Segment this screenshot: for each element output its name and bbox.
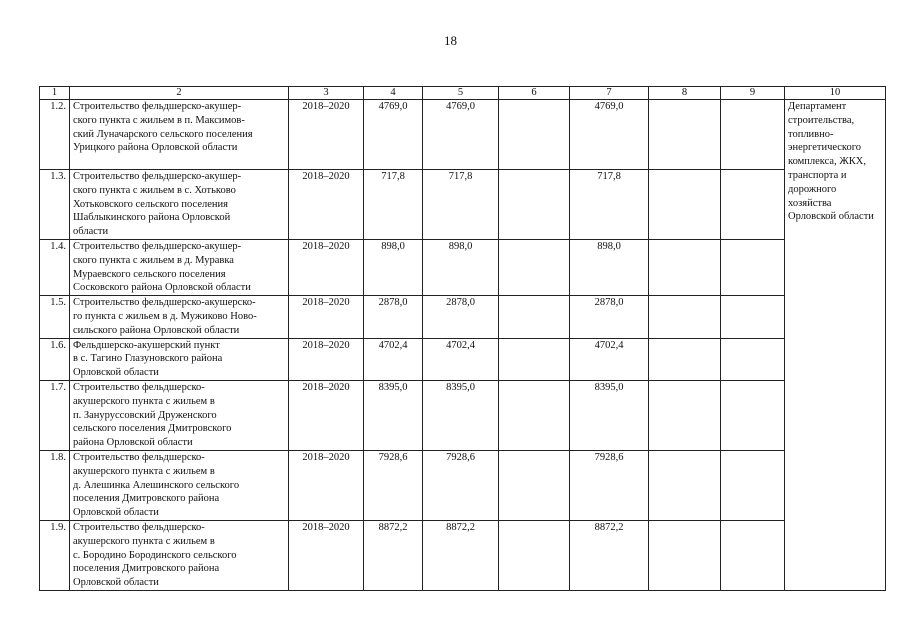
object-name-line: сельского поселения Дмитровского	[73, 423, 232, 435]
value-cell-8	[649, 338, 721, 380]
value-cell-6	[499, 380, 570, 450]
object-name-line: Хотьковского сельского поселения	[73, 198, 228, 210]
header-cell: 8	[649, 87, 721, 100]
object-name-line: п. Зануруссовский Друженского	[73, 409, 217, 421]
value-cell-8	[649, 239, 721, 295]
table-row	[40, 296, 886, 338]
total-cell: 717,8	[364, 170, 423, 240]
value-cell-7: 7928,6	[570, 450, 649, 520]
object-name-line: акушерского пункта с жильем в	[73, 395, 215, 407]
value-cell-8	[649, 450, 721, 520]
table-row	[40, 450, 886, 520]
object-name-line: ского пункта с жильем в п. Максимов-	[73, 114, 245, 126]
value-cell-5: 2878,0	[423, 296, 499, 338]
period-cell: 2018–2020	[289, 520, 364, 590]
header-cell: 5	[423, 87, 499, 100]
period-cell: 2018–2020	[289, 170, 364, 240]
row-number: 1.7.	[40, 380, 70, 450]
object-name-line: Строительство фельдшерско-акушер-	[73, 240, 242, 252]
total-cell: 4702,4	[364, 338, 423, 380]
department-line: комплекса, ЖКХ,	[788, 156, 866, 168]
row-number: 1.2.	[40, 100, 70, 170]
value-cell-6	[499, 520, 570, 590]
value-cell-9	[721, 170, 785, 240]
department-line: строительства,	[788, 114, 855, 126]
object-name-line: Строительство фельдшерско-	[73, 451, 205, 463]
object-name-line: ского пункта с жильем в с. Хотьково	[73, 184, 236, 196]
period-cell: 2018–2020	[289, 296, 364, 338]
table-row	[40, 520, 886, 590]
value-cell-9	[721, 296, 785, 338]
row-number: 1.4.	[40, 239, 70, 295]
object-name-line: го пункта с жильем в д. Мужиково Ново-	[73, 310, 257, 322]
value-cell-8	[649, 296, 721, 338]
total-cell: 898,0	[364, 239, 423, 295]
object-name-line: сильского района Орловской области	[73, 324, 240, 336]
object-name-line: в с. Тагино Глазуновского района	[73, 353, 223, 365]
department-line: топливно-	[788, 128, 834, 140]
object-name-line: Строительство фельдшерско-акушер-	[73, 171, 242, 182]
value-cell-5: 8872,2	[423, 520, 499, 590]
value-cell-6	[499, 338, 570, 380]
table-row	[40, 100, 886, 170]
header-cell: 10	[785, 87, 886, 100]
total-cell: 8872,2	[364, 520, 423, 590]
header-cell: 7	[570, 87, 649, 100]
period-cell: 2018–2020	[289, 239, 364, 295]
object-name	[70, 520, 289, 590]
value-cell-7: 8872,2	[570, 520, 649, 590]
table-row	[40, 338, 886, 380]
header-cell: 4	[364, 87, 423, 100]
object-name-line: Сосковского района Орловской области	[73, 282, 251, 294]
department-line: транспорта и	[788, 169, 847, 181]
period-cell: 2018–2020	[289, 450, 364, 520]
table-row	[40, 170, 886, 240]
object-name-line: Урицкого района Орловской области	[73, 142, 238, 154]
object-name	[70, 100, 289, 170]
value-cell-5: 4702,4	[423, 338, 499, 380]
header-cell: 9	[721, 87, 785, 100]
period-cell: 2018–2020	[289, 338, 364, 380]
object-name-line: Строительство фельдшерско-акушерско-	[73, 297, 256, 309]
period-cell: 2018–2020	[289, 380, 364, 450]
page-number: 18	[444, 33, 457, 48]
object-name-line: ского пункта с жильем в д. Муравка	[73, 254, 234, 266]
row-number: 1.9.	[40, 520, 70, 590]
row-number: 1.3.	[40, 170, 70, 240]
header-cell: 3	[289, 87, 364, 100]
object-name-line: Мураевского сельского поселения	[73, 268, 226, 280]
object-name-line: области	[73, 226, 109, 238]
department-line: дорожного	[788, 183, 837, 195]
object-name	[70, 296, 289, 338]
value-cell-9	[721, 520, 785, 590]
object-name-line: района Орловской области	[73, 437, 193, 449]
value-cell-9	[721, 100, 785, 170]
row-number: 1.8.	[40, 450, 70, 520]
value-cell-8	[649, 100, 721, 170]
department-cell	[785, 100, 886, 591]
total-cell: 8395,0	[364, 380, 423, 450]
object-name-line: акушерского пункта с жильем в	[73, 465, 215, 477]
value-cell-7: 4769,0	[570, 100, 649, 170]
value-cell-6	[499, 450, 570, 520]
object-name-line: Строительство фельдшерско-	[73, 521, 205, 533]
header-cell: 2	[70, 87, 289, 100]
program-table	[39, 86, 886, 591]
department-line: хозяйства	[788, 197, 832, 209]
value-cell-5: 8395,0	[423, 380, 499, 450]
object-name-line: акушерского пункта с жильем в	[73, 535, 215, 547]
object-name-line: Орловской области	[73, 367, 159, 379]
value-cell-9	[721, 380, 785, 450]
object-name-line: Шаблыкинского района Орловской	[73, 212, 231, 224]
object-name-line: Строительство фельдшерско-акушер-	[73, 101, 242, 112]
object-name-line: Орловской области	[73, 507, 159, 519]
value-cell-5: 717,8	[423, 170, 499, 240]
object-name	[70, 338, 289, 380]
department-line: энергетического	[788, 142, 862, 154]
table-row	[40, 380, 886, 450]
value-cell-5: 7928,6	[423, 450, 499, 520]
department-line: Департамент	[788, 101, 847, 112]
value-cell-7: 2878,0	[570, 296, 649, 338]
value-cell-9	[721, 338, 785, 380]
header-cell: 1	[40, 87, 70, 100]
value-cell-6	[499, 100, 570, 170]
row-number: 1.6.	[40, 338, 70, 380]
total-cell: 4769,0	[364, 100, 423, 170]
object-name-line: Орловской области	[73, 577, 159, 589]
object-name-line: д. Алешинка Алешинского сельского	[73, 479, 240, 491]
value-cell-5: 4769,0	[423, 100, 499, 170]
row-number: 1.5.	[40, 296, 70, 338]
object-name-line: с. Бородино Бородинского сельского	[73, 549, 237, 561]
value-cell-9	[721, 450, 785, 520]
value-cell-7: 4702,4	[570, 338, 649, 380]
value-cell-7: 717,8	[570, 170, 649, 240]
value-cell-5: 898,0	[423, 239, 499, 295]
value-cell-7: 898,0	[570, 239, 649, 295]
object-name-line: поселения Дмитровского района	[73, 493, 220, 505]
period-cell: 2018–2020	[289, 100, 364, 170]
object-name-line: Фельдшерско-акушерский пункт	[73, 339, 220, 351]
object-name-line: Строительство фельдшерско-	[73, 381, 205, 393]
value-cell-8	[649, 170, 721, 240]
object-name	[70, 239, 289, 295]
value-cell-6	[499, 296, 570, 338]
object-name	[70, 170, 289, 240]
header-cell: 6	[499, 87, 570, 100]
object-name-line: ский Луначарского сельского поселения	[73, 128, 253, 140]
total-cell: 7928,6	[364, 450, 423, 520]
value-cell-6	[499, 170, 570, 240]
object-name	[70, 450, 289, 520]
value-cell-8	[649, 520, 721, 590]
value-cell-6	[499, 239, 570, 295]
object-name	[70, 380, 289, 450]
value-cell-7: 8395,0	[570, 380, 649, 450]
table-row	[40, 239, 886, 295]
object-name-line: поселения Дмитровского района	[73, 563, 220, 575]
value-cell-9	[721, 239, 785, 295]
value-cell-8	[649, 380, 721, 450]
header-row	[40, 87, 886, 100]
total-cell: 2878,0	[364, 296, 423, 338]
department-line: Орловской области	[788, 211, 874, 223]
